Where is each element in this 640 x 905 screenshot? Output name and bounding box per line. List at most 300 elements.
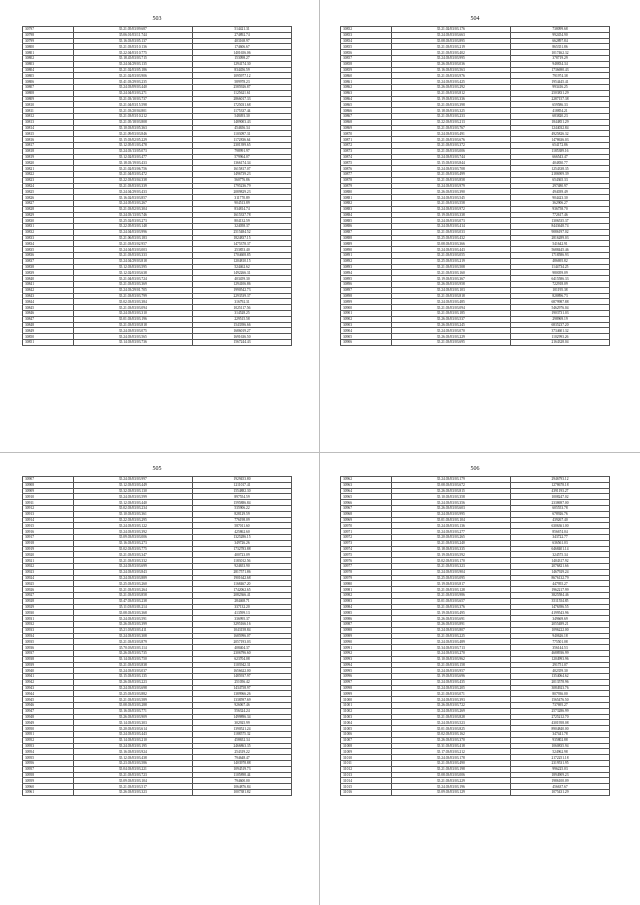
row-timestamp: 35.21.03/03/03.094 (73, 305, 192, 311)
row-value: 1188575.32 (192, 732, 291, 738)
row-value: 834814.74 (192, 206, 291, 212)
row-timestamp: 35.24.03/03/03.122 (73, 523, 192, 529)
row-id: 30827 (23, 200, 74, 206)
row-value: 2013578.96 (510, 679, 609, 685)
page-number: 504 (470, 16, 480, 22)
row-timestamp: 35.21.03/03/03.490 (391, 761, 510, 767)
row-value: 1125621.61 (192, 90, 291, 96)
row-timestamp: 35.21.03/03/03.986 (391, 592, 510, 598)
row-id: 30924 (23, 575, 74, 581)
row-id: 30966 (341, 500, 392, 506)
row-id: 30965 (341, 494, 392, 500)
row-timestamp: 35.24.03/03/03.995 (391, 55, 510, 61)
row-id: 30926 (23, 587, 74, 593)
row-value: 1204810.15 (192, 258, 291, 264)
row-id: 30933 (23, 627, 74, 633)
row-id: 30988 (341, 627, 392, 633)
row-value: 1894909.23 (510, 772, 609, 778)
row-id: 30973 (341, 540, 392, 546)
row-value: 403168.97 (192, 38, 291, 44)
row-id: 30834 (23, 241, 74, 247)
row-value: 560776.86 (192, 177, 291, 183)
row-timestamp: 35.25.03/03/03.882 (73, 691, 192, 697)
data-table (340, 26, 610, 346)
row-timestamp: 35.01.03/03/03.825 (391, 726, 510, 732)
row-id: 30967 (341, 505, 392, 511)
row-timestamp: 35.21.03/03/03.838 (73, 662, 192, 668)
row-timestamp: 35.21.05/18/03.808 (73, 119, 192, 125)
row-timestamp: 35.21.03/03/03.055 (391, 253, 510, 259)
row-timestamp: 35.24.04/29/03.433 (73, 189, 192, 195)
row-timestamp: 35.12.03/03/03.595 (73, 264, 192, 270)
row-id: 30876 (341, 166, 392, 172)
row-value: 1043158.84 (192, 627, 291, 633)
row-id: 30892 (341, 258, 392, 264)
row-value: 535906.22 (192, 505, 291, 511)
row-timestamp: 35.24.03/03/03.196 (391, 784, 510, 790)
page-number: 506 (470, 466, 480, 472)
row-value: 1725031.68 (192, 102, 291, 108)
row-value: 404830.77 (510, 160, 609, 166)
row-value: 3084923.76 (510, 685, 609, 691)
row-id: 30863 (341, 90, 392, 96)
row-value: 1105898.44 (192, 772, 291, 778)
row-timestamp: 35.10.03/03/03.361 (73, 511, 192, 517)
row-timestamp: 35.15.03/03/03.844 (391, 160, 510, 166)
row-timestamp: 35.26.03/03/03.891 (391, 621, 510, 627)
row-value: 775501.08 (510, 639, 609, 645)
row-id: 30873 (341, 148, 392, 154)
row-value: 587011.60 (192, 523, 291, 529)
page-number: 503 (152, 16, 162, 22)
row-id: 30816 (23, 137, 74, 143)
row-id: 30851 (23, 340, 74, 346)
row-value: 514421.31 (192, 27, 291, 33)
row-timestamp: 35.24.03/13/03.746 (73, 212, 192, 218)
row-value: 291751.07 (510, 662, 609, 668)
row-id: 30936 (23, 645, 74, 651)
row-value: 556324.24 (192, 708, 291, 714)
row-timestamp: 35.08.03/03/03.288 (73, 703, 192, 709)
row-timestamp: 35.21.03/03/03.071 (391, 691, 510, 697)
row-timestamp: 35.21.02/03/06.756 (73, 166, 192, 172)
row-timestamp: 35.21.09/03/03.846 (73, 131, 192, 137)
row-value: 1736690.43 (510, 67, 609, 73)
row-value: 5462976.04 (510, 305, 609, 311)
row-id: 31008 (341, 743, 392, 749)
row-timestamp: 35.25.02/03/03.273 (73, 218, 192, 224)
row-value: 828896.73 (510, 293, 609, 299)
row-id: 30983 (341, 598, 392, 604)
row-value: 349669.69 (510, 616, 609, 622)
row-id: 30848 (23, 322, 74, 328)
row-id: 30986 (341, 616, 392, 622)
row-timestamp: 35.21.03/03/03.333 (73, 253, 192, 259)
row-id: 30963 (341, 482, 392, 488)
row-timestamp: 35.19.03/03/03.696 (391, 674, 510, 680)
row-id: 31011 (341, 761, 392, 767)
row-id: 30954 (23, 749, 74, 755)
row-id: 30947 (23, 708, 74, 714)
row-value: 980059.09 (510, 270, 609, 276)
row-value: 6306361.00 (510, 523, 609, 529)
row-id: 30935 (23, 639, 74, 645)
row-timestamp: 35.24.03/03/03.103 (391, 287, 510, 293)
row-timestamp: 35.41.03/29/03.235 (73, 79, 192, 85)
row-value: 807936.00 (510, 691, 609, 697)
row-value: 828129.59 (192, 511, 291, 517)
row-id: 30797 (23, 27, 74, 33)
row-id: 30901 (341, 311, 392, 317)
row-value: 251056.42 (192, 679, 291, 685)
row-value: 2573286.99 (510, 708, 609, 714)
row-timestamp: 35.26.03/03/03.722 (391, 703, 510, 709)
row-id: 30956 (23, 761, 74, 767)
row-id: 30880 (341, 189, 392, 195)
row-value: 794600.00 (192, 778, 291, 784)
row-timestamp: 35.21.03/03/03.499 (391, 171, 510, 177)
row-value: 1094519.73 (192, 766, 291, 772)
row-value: 659586.33 (510, 102, 609, 108)
row-value: 1844851.29 (510, 119, 609, 125)
row-timestamp: 35.24.03/29/01.705 (73, 287, 192, 293)
row-value: 400723.09 (192, 552, 291, 558)
row-value: 2306796.60 (192, 650, 291, 656)
row-timestamp: 35.21.03/03/03.558 (391, 200, 510, 206)
row-value: 8443648.74 (510, 224, 609, 230)
row-value: 101195.38 (510, 287, 609, 293)
row-value: 605553.78 (510, 505, 609, 511)
row-value: 2055489.21 (510, 621, 609, 627)
row-timestamp: 35.21.03/03/03.799 (73, 293, 192, 299)
row-value: 541642.91 (510, 241, 609, 247)
row-value: 4199543.96 (510, 610, 609, 616)
row-value: 254319.22 (192, 749, 291, 755)
row-id: 30832 (23, 229, 74, 235)
row-id: 30951 (23, 732, 74, 738)
row-timestamp: 35.11.03/03/03.214 (73, 604, 192, 610)
row-timestamp: 35.25.03/03/03.219 (391, 258, 510, 264)
row-value: 2515484.52 (192, 229, 291, 235)
row-id: 31013 (341, 772, 392, 778)
row-id: 30824 (23, 183, 74, 189)
row-value: 1962217.99 (510, 587, 609, 593)
row-timestamp: 35.06.01/03/11.744 (73, 32, 192, 38)
row-id: 30856 (341, 50, 392, 56)
row-value: 589978.23 (192, 79, 291, 85)
row-id: 30964 (341, 488, 392, 494)
row-timestamp: 35.26.03/03/03.815 (391, 488, 510, 494)
row-value: 1185389.16 (510, 148, 609, 154)
row-value: 1467929.24 (510, 569, 609, 575)
row-id: 30952 (23, 737, 74, 743)
row-timestamp: 35.24.03/03/03.489 (391, 639, 510, 645)
row-id: 30860 (341, 73, 392, 79)
row-timestamp: 35.24.03/03/03.070 (391, 328, 510, 334)
row-value: 1990542.73 (192, 287, 291, 293)
row-value: 2946793.12 (510, 477, 609, 483)
row-value: 314528.25 (192, 311, 291, 317)
row-value: 347441.78 (510, 732, 609, 738)
row-id: 30990 (341, 639, 392, 645)
row-id: 30912 (23, 505, 74, 511)
row-id: 30942 (23, 679, 74, 685)
row-value: 1404317.92 (510, 558, 609, 564)
row-timestamp: 35.21.03/03/10.136 (73, 44, 192, 50)
row-id: 30811 (23, 108, 74, 114)
row-value: 1485937.97 (192, 674, 291, 680)
row-value: 153098.27 (192, 55, 291, 61)
row-id: 30883 (341, 206, 392, 212)
row-id: 30809 (23, 96, 74, 102)
row-value: 2866017.33 (192, 96, 291, 102)
row-timestamp: 35.24.03/03/03.270 (391, 650, 510, 656)
row-value: 772617.46 (510, 212, 609, 218)
row-value: 356144.53 (510, 645, 609, 651)
row-id: 30807 (23, 84, 74, 90)
row-value: 6835237.20 (510, 322, 609, 328)
row-id: 30879 (341, 183, 392, 189)
row-timestamp: 35.24.04/29/03.135 (73, 61, 192, 67)
row-id: 30968 (341, 511, 392, 517)
row-id: 31009 (341, 749, 392, 755)
page-number: 505 (152, 466, 162, 472)
row-timestamp: 35.21.03/03/03.411 (73, 627, 192, 633)
row-id: 30829 (23, 212, 74, 218)
row-id: 30884 (341, 212, 392, 218)
row-value: 2585926.87 (192, 84, 291, 90)
row-timestamp: 35.21.03/03/02.957 (73, 241, 192, 247)
row-timestamp: 35.24.03/03/03.310 (73, 311, 192, 317)
row-timestamp: 35.10.03/03/05.363 (73, 125, 192, 131)
row-value: 1615817.07 (192, 166, 291, 172)
row-timestamp: 35.24.03/09/03.440 (73, 84, 192, 90)
row-timestamp: 35.20.03/03/03.614 (73, 726, 192, 732)
row-timestamp: 35.24.03/03/03.136 (391, 523, 510, 529)
row-timestamp: 35.24.03/03/03.523 (391, 720, 510, 726)
row-timestamp: 35.21.03/03/03.398 (391, 102, 510, 108)
row-id: 30928 (23, 598, 74, 604)
row-value: 2319531.95 (510, 761, 609, 767)
row-value: 865351.86 (510, 44, 609, 50)
row-timestamp: 35.02.03/03/03.234 (73, 505, 192, 511)
row-id: 30847 (23, 316, 74, 322)
row-id: 30974 (341, 546, 392, 552)
row-value: 1691636.50 (192, 334, 291, 340)
row-value: 1183012.56 (192, 558, 291, 564)
row-value: 1389966.26 (192, 691, 291, 697)
row-id: 30868 (341, 119, 392, 125)
row-value: 897554.59 (192, 494, 291, 500)
row-timestamp: 35.26.03/03/03.370 (391, 737, 510, 743)
row-timestamp: 35.21.05/03/09.687 (73, 27, 192, 33)
row-timestamp: 35.26.03/03/03.036 (391, 61, 510, 67)
row-value: 940626.18 (510, 633, 609, 639)
row-timestamp: 35.14.03/03/03.736 (73, 340, 192, 346)
row-timestamp: 35.24.03/03/03.269 (391, 708, 510, 714)
row-id: 30907 (23, 477, 74, 483)
row-id: 30932 (23, 621, 74, 627)
row-id: 30840 (23, 276, 74, 282)
row-value: 1567244.43 (192, 340, 291, 346)
horizontal-divider (0, 452, 640, 453)
row-timestamp: 35.21.03/03/03.347 (73, 552, 192, 558)
row-timestamp: 35.21.03/03/03.006 (391, 148, 510, 154)
row-id: 30919 (23, 546, 74, 552)
row-timestamp: 35.24.03/03/03.997 (73, 477, 192, 483)
row-value: 579964.07 (192, 154, 291, 160)
row-value: 439267.40 (510, 517, 609, 523)
row-timestamp: 35.21.03/10/03.737 (73, 96, 192, 102)
row-value: 454656.34 (192, 125, 291, 131)
row-id: 30940 (23, 668, 74, 674)
row-value: 1986100.09 (510, 778, 609, 784)
row-timestamp: 35.19.03/03/03.495 (391, 610, 510, 616)
row-value: 1492266.31 (192, 270, 291, 276)
row-value: 1366174.34 (192, 160, 291, 166)
row-id: 30948 (23, 714, 74, 720)
row-timestamp: 35.24.03/03/03.995 (391, 511, 510, 517)
row-value: 1615337.78 (192, 212, 291, 218)
row-timestamp: 35.15.03/02/05.229 (73, 137, 192, 143)
row-timestamp: 35.21.03/03/03.508 (391, 264, 510, 270)
row-timestamp: 35.24.03/03/03.435 (391, 679, 510, 685)
row-value: 1742062.65 (192, 587, 291, 593)
row-id: 30994 (341, 662, 392, 668)
row-timestamp: 35.24.03/03/03.308 (73, 633, 192, 639)
row-id: 30984 (341, 604, 392, 610)
row-value: 1656622.00 (192, 668, 291, 674)
row-id: 30909 (23, 488, 74, 494)
row-id: 30913 (23, 511, 74, 517)
row-id: 30870 (341, 131, 392, 137)
row-timestamp: 35.21.03/03/03.372 (391, 142, 510, 148)
row-id: 30888 (341, 235, 392, 241)
row-id: 30906 (341, 340, 392, 346)
row-timestamp: 35.10.03/03/03.962 (391, 656, 510, 662)
row-id: 30865 (341, 102, 392, 108)
row-timestamp: 35.26.03/03/03.909 (73, 714, 192, 720)
row-id: 30804 (23, 67, 74, 73)
row-timestamp: 35.21.03/03/03.858 (391, 177, 510, 183)
row-id: 30916 (23, 529, 74, 535)
row-id: 30837 (23, 258, 74, 264)
row-timestamp: 35.24.03/03/03.491 (391, 131, 510, 137)
row-id: 31004 (341, 720, 392, 726)
row-timestamp: 35.21.03/03/03.858 (73, 592, 192, 598)
row-id: 30808 (23, 90, 74, 96)
row-value: 297480.97 (510, 183, 609, 189)
row-timestamp: 35.12.05/01/03.478 (73, 142, 192, 148)
row-value: 834456.59 (192, 67, 291, 73)
row-value: 636561.03 (510, 540, 609, 546)
row-value: 1096222.00 (510, 627, 609, 633)
row-value: 935802.88 (510, 737, 609, 743)
row-value: 1434758.97 (192, 685, 291, 691)
row-value: 6415586.33 (510, 276, 609, 282)
row-id: 30812 (23, 113, 74, 119)
row-id: 30869 (341, 125, 392, 131)
row-timestamp: 35.20.03/03/03.265 (391, 534, 510, 540)
row-timestamp: 35.24.03/03/03.205 (391, 685, 510, 691)
row-value: 274892.74 (192, 32, 291, 38)
row-timestamp: 35.70.03/03/03.114 (73, 645, 192, 651)
row-timestamp: 35.24.03/03/03.699 (73, 563, 192, 569)
row-value: 1954445.41 (510, 79, 609, 85)
row-value: 2089829.23 (192, 189, 291, 195)
row-value: 2466863.35 (192, 743, 291, 749)
row-id: 30864 (341, 96, 392, 102)
row-timestamp: 35.21.03/03/10.212 (73, 113, 192, 119)
row-value: 3734601.32 (510, 328, 609, 334)
row-value: 1476396.55 (510, 604, 609, 610)
row-value: 1103942.31 (192, 662, 291, 668)
row-timestamp: 35.32.03/03/03.130 (73, 488, 192, 494)
row-value: 1718586.93 (510, 253, 609, 259)
row-timestamp: 35.26.03/03/03.390 (391, 189, 510, 195)
row-timestamp: 35.02.03/03/03.775 (73, 546, 192, 552)
row-id: 30835 (23, 247, 74, 253)
row-id: 30918 (23, 540, 74, 546)
row-value: 1732783.88 (192, 546, 291, 552)
row-timestamp: 35.01.03/03/03.104 (391, 517, 510, 523)
row-value: 5688445.46 (510, 247, 609, 253)
row-value: 4688936.99 (510, 650, 609, 656)
row-id: 30836 (23, 253, 74, 259)
row-value: 8676132.79 (510, 575, 609, 581)
row-id: 31000 (341, 697, 392, 703)
page-top-left (22, 15, 292, 435)
row-id: 30971 (341, 529, 392, 535)
row-value: 2503831.29 (510, 90, 609, 96)
row-value: 1204993.96 (510, 656, 609, 662)
row-id: 30878 (341, 177, 392, 183)
row-value: 1478636.03 (510, 137, 609, 143)
data-table (340, 476, 610, 796)
row-id: 30960 (23, 784, 74, 790)
row-timestamp: 35.21.03/03/03.240 (391, 540, 510, 546)
row-timestamp: 35.15.03/03/03.135 (73, 674, 192, 680)
row-value: 253853.40 (192, 247, 291, 253)
row-id: 30806 (23, 79, 74, 85)
row-timestamp: 35.04.03/03/03.221 (73, 766, 192, 772)
row-timestamp: 35.21.03/03/03.369 (73, 282, 192, 288)
row-value: 1685996.07 (192, 633, 291, 639)
row-value: 924653.90 (192, 563, 291, 569)
row-id: 30927 (23, 592, 74, 598)
row-timestamp: 35.24.03/03/03.591 (73, 616, 192, 622)
row-value: 486695.82 (510, 258, 609, 264)
row-value: 1595886.84 (192, 500, 291, 506)
row-timestamp: 35.31.03/03/03.418 (391, 743, 510, 749)
row-timestamp: 35.26.03/03/03.691 (391, 616, 510, 622)
row-value: 298969.19 (510, 316, 609, 322)
row-value: 1172836.64 (192, 137, 291, 143)
row-timestamp: 35.21.02/03/03.906 (73, 73, 192, 79)
row-timestamp: 35.21.02/03/03.176 (391, 27, 510, 33)
row-id: 30996 (341, 674, 392, 680)
row-value: 1403978.88 (192, 761, 291, 767)
row-id: 30843 (23, 293, 74, 299)
row-value: 1686019.27 (192, 328, 291, 334)
row-value: 362906.27 (510, 200, 609, 206)
row-id: 30813 (23, 119, 74, 125)
row-id: 30853 (341, 32, 392, 38)
row-timestamp: 35.26.03/03/03.223 (73, 679, 192, 685)
row-timestamp: 35.24.03/03/03.485 (391, 299, 510, 305)
row-value: 402359.30 (510, 668, 609, 674)
row-id: 30985 (341, 610, 392, 616)
